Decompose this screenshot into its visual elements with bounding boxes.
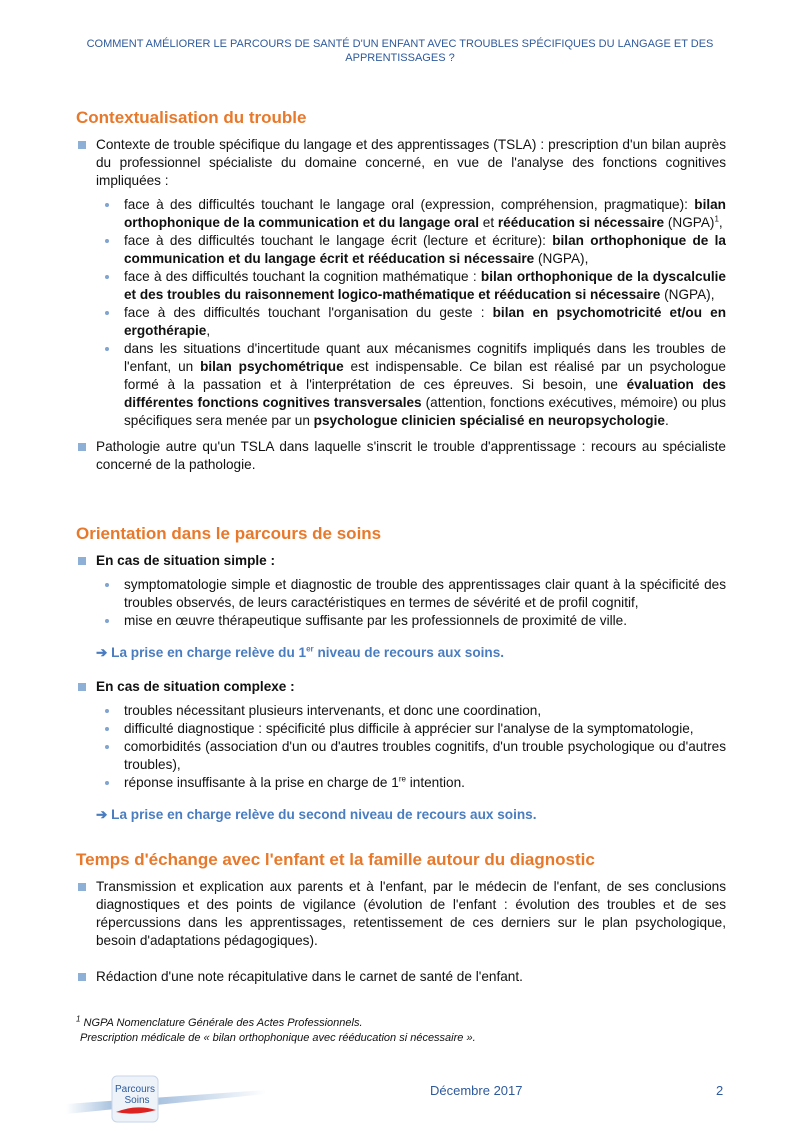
bold-text: bilan psychométrique xyxy=(200,359,344,374)
text: face à des difficultés touchant l'organisation du geste : xyxy=(124,305,493,320)
paragraph xyxy=(76,878,726,950)
bold-text: évaluation des différentes fonctions cognitives transversales xyxy=(124,377,726,410)
text: face à des difficultés touchant le langage écrit (lecture et écriture): xyxy=(124,233,553,248)
paragraph-text xyxy=(96,969,523,984)
text: face à des difficultés touchant le langage oral (expression, compréhension, pragmatique): xyxy=(124,197,695,212)
paragraph xyxy=(76,968,726,986)
list-item xyxy=(100,340,726,430)
text: mise en œuvre thérapeutique suffisante par les professionnels de proximité de ville. xyxy=(124,613,627,628)
paragraph-text xyxy=(96,137,726,188)
footnote-line: Prescription médicale de « bilan orthophonique avec rééducation si nécessaire ». xyxy=(80,1032,476,1044)
bold-text: psychologue clinicien spécialisé en neuropsychologie xyxy=(313,413,665,428)
square-bullet-icon xyxy=(78,683,86,691)
text: Pathologie autre qu'un TSLA dans laquelle s'inscrit le trouble d'apprentissage : recours au spécialiste concerné de la pathologie. xyxy=(96,439,726,472)
section-orientation xyxy=(76,524,726,840)
footnote-line: NGPA Nomenclature Générale des Actes Professionnels. xyxy=(80,1017,363,1029)
list-item xyxy=(100,232,726,268)
bold-text: bilan orthophonique de la communication et du langage écrit et rééducation si nécessaire xyxy=(124,233,726,266)
square-bullet-icon xyxy=(78,883,86,891)
text: difficulté diagnostique : spécificité plus difficile à apprécier sur l'analyse de la symptomatologie, xyxy=(124,721,694,736)
list-item xyxy=(100,304,726,340)
text: (attention, fonctions exécutives, mémoire) ou plus spécifiques sera menée par un xyxy=(124,395,726,428)
text: et xyxy=(478,215,498,230)
sub-list xyxy=(100,576,726,630)
section-heading: Contextualisation du trouble xyxy=(76,108,307,127)
bold-text: bilan en psychomotricité et/ou en ergothérapie xyxy=(124,305,727,338)
bold-text: bilan orthophonique de la communication et du langage oral xyxy=(124,197,726,230)
square-bullet-icon xyxy=(78,141,86,149)
text: Transmission et explication aux parents et à l'enfant, par le médecin de l'enfant, de ses conclusions diagnostiques et des points de vigilance (évolution de l'enfant : évolution des troubles et de ses répercussions dans les apprentissages, retentissement de ces derniers sur le plan psychologique, besoin d'adaptations pédagogiques). xyxy=(96,879,726,948)
text: troubles nécessitant plusieurs intervenants, et donc une coordination, xyxy=(124,703,542,718)
superscript: re xyxy=(398,774,406,784)
conclusion-simple xyxy=(96,644,726,662)
text: symptomatologie simple et diagnostic de trouble des apprentissages clair quant à la spécificité des troubles observés, de leurs caractéristiques en termes de sévérité et de profil cognitif, xyxy=(124,577,726,610)
bullet-dot-icon xyxy=(105,727,109,731)
text: (NGPA) xyxy=(664,215,715,230)
paragraph-text xyxy=(96,645,504,660)
bullet-dot-icon xyxy=(105,347,109,351)
bullet-dot-icon xyxy=(105,781,109,785)
subheading-text: En cas de situation simple : xyxy=(96,553,276,568)
subheading-complexe xyxy=(76,678,726,696)
section-heading: Orientation dans le parcours de soins xyxy=(76,524,382,543)
paragraph-text xyxy=(96,879,726,948)
text: niveau de recours aux soins. xyxy=(313,645,505,660)
list-item xyxy=(100,738,726,774)
text: comorbidités (association d'un ou d'autres troubles cognitifs, d'un trouble psychologique ou d'autres troubles), xyxy=(124,739,726,772)
text: (NGPA), xyxy=(660,287,715,302)
parcours-de-soins-logo xyxy=(66,1074,266,1124)
list-item xyxy=(100,268,726,304)
section-contextualisation xyxy=(76,108,726,478)
page-number: 2 xyxy=(716,1083,724,1098)
paragraph xyxy=(76,136,726,190)
list-item xyxy=(100,196,726,232)
bold-text: bilan orthophonique de la dyscalculie et des troubles du raisonnement logico-mathématique et rééducation si nécessaire xyxy=(124,269,726,302)
svg-text:Parcours: Parcours xyxy=(114,1084,156,1095)
text: intention. xyxy=(405,775,465,790)
text: face à des difficultés touchant la cognition mathématique : xyxy=(124,269,481,284)
square-bullet-icon xyxy=(78,443,86,451)
text: dans les situations d'incertitude quant aux mécanismes cognitifs impliqués dans les troubles de l'enfant, un xyxy=(124,341,726,374)
square-bullet-icon xyxy=(78,557,86,565)
footnote-mark: 1 xyxy=(76,1014,81,1024)
list-item xyxy=(100,576,726,612)
sub-list xyxy=(100,196,726,430)
paragraph-text xyxy=(96,439,726,472)
bullet-dot-icon xyxy=(105,239,109,243)
subheading-text: En cas de situation complexe : xyxy=(96,679,295,694)
list-item xyxy=(100,702,726,720)
bold-text: rééducation si nécessaire xyxy=(497,215,665,230)
footer-date: Décembre 2017 xyxy=(430,1083,523,1098)
svg-text:Soins: Soins xyxy=(124,1095,150,1106)
conclusion-complexe xyxy=(96,806,726,824)
list-item xyxy=(100,612,726,630)
paragraph xyxy=(76,438,726,474)
section-echange xyxy=(76,850,726,990)
text: réponse insuffisante à la prise en charge de 1 xyxy=(124,775,399,790)
list-item xyxy=(100,720,726,738)
bullet-dot-icon xyxy=(105,583,109,587)
section-heading: Temps d'échange avec l'enfant et la famille autour du diagnostic xyxy=(76,850,595,869)
text: Rédaction d'une note récapitulative dans le carnet de santé de l'enfant. xyxy=(96,969,523,984)
text: . xyxy=(664,413,669,428)
bullet-dot-icon xyxy=(105,709,109,713)
bullet-dot-icon xyxy=(105,275,109,279)
text: , xyxy=(718,215,723,230)
text: Contexte de trouble spécifique du langage et des apprentissages (TSLA) : prescription d'un bilan auprès du professionnel spécialiste du domaine concerné, en vue de l'analyse des fonctions cognitives impliquées : xyxy=(96,137,726,188)
superscript: er xyxy=(306,644,314,654)
list-item xyxy=(100,774,726,792)
bullet-dot-icon xyxy=(105,619,109,623)
text: est indispensable. Ce bilan est réalisé par un psychologue formé à la passation et à l'interprétation de ces épreuves. Si besoin, une xyxy=(124,359,726,392)
subheading-simple xyxy=(76,552,726,570)
text: ➔ La prise en charge relève du 1 xyxy=(96,645,307,660)
footnote xyxy=(76,1016,476,1046)
bullet-dot-icon xyxy=(105,203,109,207)
sub-list xyxy=(100,702,726,792)
text: (NGPA), xyxy=(534,251,589,266)
text: , xyxy=(206,323,211,338)
square-bullet-icon xyxy=(78,973,86,981)
bullet-dot-icon xyxy=(105,311,109,315)
paragraph-text xyxy=(96,807,537,822)
running-header: COMMENT AMÉLIORER LE PARCOURS DE SANTÉ D'UN ENFANT AVEC TROUBLES SPÉCIFIQUES DU LANGAGE ET DES APPRENTISSAGES ? xyxy=(86,38,714,64)
bullet-dot-icon xyxy=(105,745,109,749)
text: ➔ La prise en charge relève du second niveau de recours aux soins. xyxy=(96,807,537,822)
superscript: 1 xyxy=(714,214,719,224)
